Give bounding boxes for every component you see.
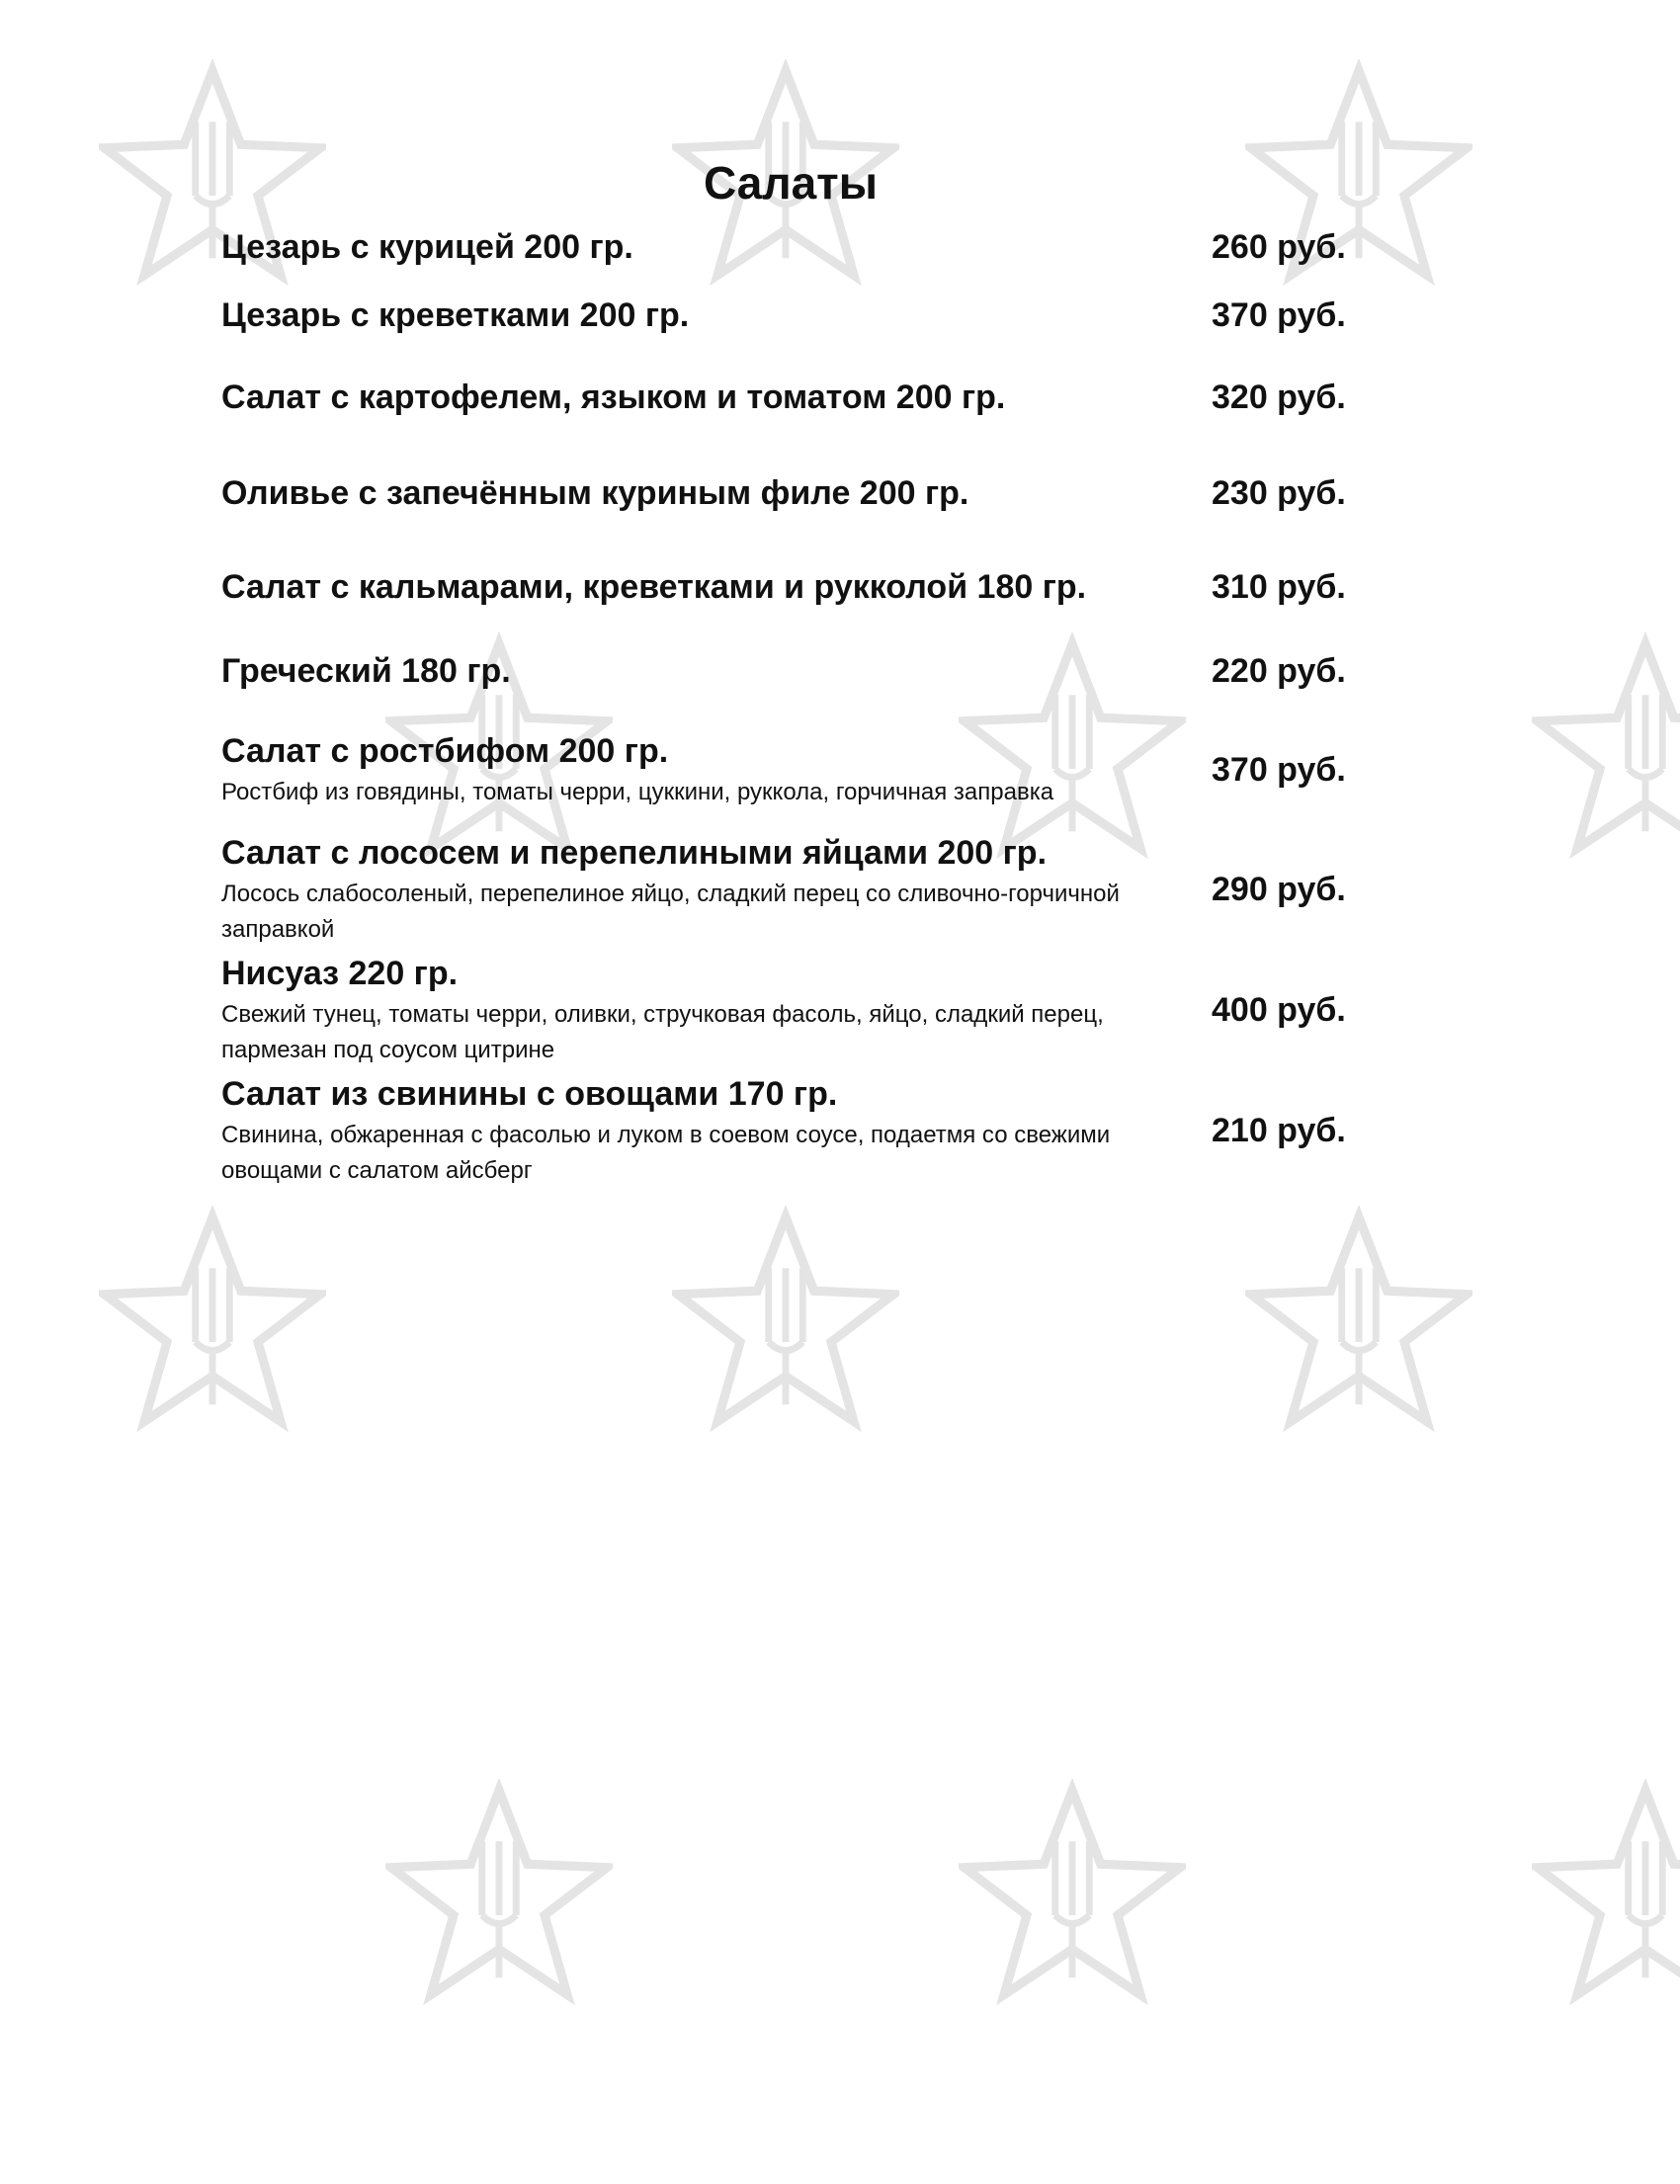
watermark: [326, 1779, 731, 2184]
item-price: 230 руб.: [1212, 474, 1346, 512]
menu-item: [221, 376, 1348, 419]
menu-item: [221, 294, 1348, 337]
fork-star-icon: [1532, 1779, 1680, 2006]
item-name: Греческий 180 гр.: [221, 652, 511, 690]
item-name: Салат с кальмарами, креветками и рукколой 180 гр.: [221, 568, 1087, 606]
page-title: Салаты: [704, 157, 878, 209]
item-price: 310 руб.: [1212, 568, 1346, 606]
fork-star-icon: [1245, 1206, 1472, 1433]
item-description: Ростбиф из говядины, томаты черри, цуккини, руккола, горчичная заправка: [221, 779, 1054, 805]
menu-item: [221, 471, 1348, 515]
item-name: Салат с лососем и перепелиными яйцами 200 гр.: [221, 834, 1048, 872]
menu-item: [221, 565, 1348, 609]
fork-star-icon: [385, 1779, 613, 2006]
fork-star-icon: [959, 1779, 1186, 2006]
item-price: 400 руб.: [1212, 991, 1346, 1029]
fork-star-icon: [99, 1206, 326, 1433]
watermark: [40, 1206, 445, 1611]
item-price: 260 руб.: [1212, 228, 1346, 266]
menu-item: [221, 225, 1348, 269]
watermark: [1186, 1206, 1591, 1611]
item-name: Оливье с запечённым куриным филе 200 гр.: [221, 474, 969, 512]
item-name: Салат из свинины с овощами 170 гр.: [221, 1075, 838, 1113]
item-price: 220 руб.: [1212, 652, 1346, 690]
item-name: Цезарь с креветками 200 гр.: [221, 296, 690, 334]
item-description: Лосось слабосоленый, перепелиное яйцо, сладкий перец со сливочно-горчичной заправкой: [221, 881, 1120, 943]
menu-item: [221, 831, 1348, 948]
item-name: Салат с картофелем, языком и томатом 200 гр.: [221, 378, 1006, 416]
watermark: [899, 1779, 1304, 2184]
item-name: Нисуаз 220 гр.: [221, 955, 459, 992]
item-description: Свинина, обжаренная с фасолью и луком в соевом соусе, подаетмя со свежими овощами с салатом айсберг: [221, 1122, 1111, 1184]
item-price: 370 руб.: [1212, 296, 1346, 334]
menu-item: [221, 649, 1348, 693]
menu-item: [221, 1072, 1348, 1189]
item-price: 210 руб.: [1212, 1112, 1346, 1149]
item-description: Свежий тунец, томаты черри, оливки, стручковая фасоль, яйцо, сладкий перец, пармезан под соусом цитрине: [221, 1001, 1104, 1063]
fork-star-icon: [672, 1206, 899, 1433]
item-price: 290 руб.: [1212, 871, 1346, 908]
watermark: [1472, 1779, 1680, 2184]
watermark: [1472, 632, 1680, 1038]
item-price: 370 руб.: [1212, 751, 1346, 789]
fork-star-icon: [1532, 632, 1680, 860]
menu-item: [221, 952, 1348, 1068]
watermark: [613, 1206, 1018, 1611]
item-name: Салат с ростбифом 200 гр.: [221, 732, 669, 770]
item-price: 320 руб.: [1212, 378, 1346, 416]
menu-item: [221, 729, 1348, 810]
item-name: Цезарь с курицей 200 гр.: [221, 228, 633, 266]
